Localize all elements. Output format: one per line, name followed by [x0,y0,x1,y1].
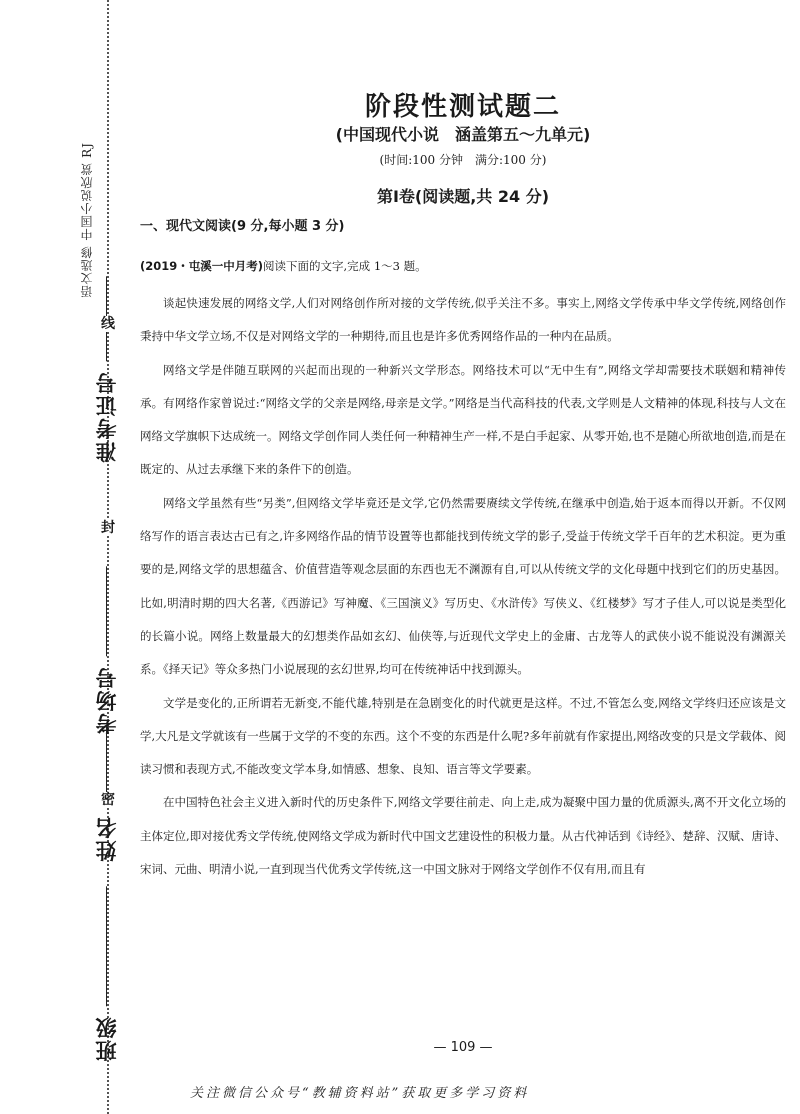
exam-room-blank [107,566,108,656]
passage-paragraph-2: 网络文学是伴随互联网的兴起而出现的一种新兴文学形态。网络技术可以“无中生有”,网络文学却需要技术联姻和精神传承。有网络作家曾说过:“网络文学的父亲是网络,母亲是文学。”网络是当代高科技的代表,文学则是人文精神的体现,科技与人文在网络文学旗帜下达成统一。网络文学创作同人类任何一种精神生产一样,不是白手起家、从零开始,也不是随心所欲地创造,而是在既定的、从过去承继下来的条件下的创造。 [140,362,786,477]
passage-paragraph-4: 文学是变化的,正所谓若无新变,不能代雄,特别是在急剧变化的时代就更是这样。不过,不管怎么变,网络文学终归还应该是文学,大凡是文学就该有一些属于文学的不变的东西。这个不变的东西是什么呢?多年前就有作家提出,网络改变的只是文学载体、阅读习惯和表现方式,不能改变文学本身,如情感、想象、良知、语言等文学要素。 [140,695,786,777]
binding-mark-secret: 密 [101,792,115,808]
exam-title: 阶段性测试题二 [364,92,561,122]
name-field[interactable] [92,720,122,861]
passage-paragraph-5: 在中国特色社会主义进入新时代的历史条件下,网络文学要往前走、向上走,成为凝聚中国力量的优质源头,离不开文化立场的主体定位,即对接优秀文学传统,使网络文学成为新时代中国文艺建设性的积极力量。从古代神话到《诗经》、楚辞、汉赋、唐诗、宋词、元曲、明清小说,一直到现当代优秀文学传统,这一中国文脉对于网络文学创作不仅有用,而且有 [140,795,786,877]
series-label: 语文选修 中国小说欣赏 RJ [80,142,94,298]
name-label: 姓名 [95,815,119,862]
reading-passage [140,287,786,886]
question-source: (2019・屯溪一中月考) [140,259,264,273]
exam-id-label: 准考证号 [95,370,119,463]
exam-room-field[interactable] [92,560,122,734]
question-intro [140,258,427,274]
section-title: 一、现代文阅读(9 分,每小题 3 分) [140,219,345,234]
page-number: — 109 — [433,1040,493,1055]
part-title: 第Ⅰ卷(阅读题,共 24 分) [376,187,550,206]
class-label: 班级 [95,1015,119,1062]
exam-room-label: 考场号 [95,665,119,735]
time-score-info: (时间:100 分钟 满分:100 分) [379,153,547,167]
class-blank [107,886,108,1006]
class-field[interactable] [92,880,122,1061]
exam-id-field[interactable] [92,270,122,462]
passage-paragraph-3: 网络文学虽然有些“另类”,但网络文学毕竟还是文学,它仍然需要赓续文学传统,在继承中创造,始于返本而得以开新。不仅网络写作的语言表达古已有之,许多网络作品的情节设置等也都能找到传统文学的影子,受益于传统文学千百年的艺术积淀。更为重要的是,网络文学的思想蕴含、价值营造等观念层面的东西也无不渊源有自,可以从传统文学的文化母题中找到它们的历史基因。比如,明清时期的四大名著,《西游记》写神魔、《三国演义》写历史、《水浒传》写侠义、《红楼梦》写才子佳人,可以说是类型化的长篇小说。网络上数量最大的幻想类作品如玄幻、仙侠等,与近现代文学史上的金庸、古龙等人的武侠小说不能说没有渊源关系。《择天记》等众多热门小说展现的玄幻世界,均可在传统神话中找到源头。 [140,495,786,677]
question-instruction: 阅读下面的文字,完成 1～3 题。 [263,259,427,273]
binding-mark-seal: 封 [101,520,115,536]
binding-mark-line: 线 [101,316,115,332]
footer-note: 关注微信公众号“教辅资料站”获取更多学习资料 [190,1086,530,1101]
passage-paragraph-1: 谈起快速发展的网络文学,人们对网络创作所对接的文学传统,似乎关注不多。事实上,网络文学传承中华文学传统,网络创作秉持中华文学立场,不仅是对网络文学的一种期待,而且也是许多优秀网络作品的一种内在品质。 [140,296,786,344]
exam-subtitle: (中国现代小说 涵盖第五～九单元) [335,125,591,144]
binding-margin [0,0,120,1114]
